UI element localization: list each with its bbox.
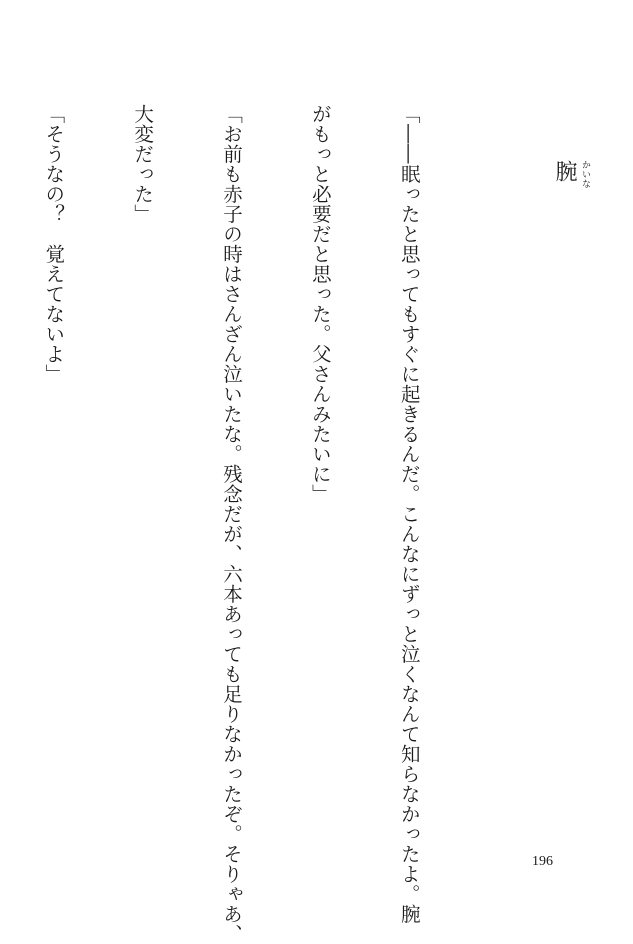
vertical-body-text: [42, 104, 483, 944]
chapter-title-ruby: かいな: [580, 160, 590, 189]
chapter-title: 腕: [552, 160, 577, 182]
chapter-header: [553, 160, 593, 220]
text-line: 大変だった」: [131, 104, 155, 224]
text-line: がもっと必要だと思った。父さんみたいに」: [308, 104, 332, 504]
text-line: 「お前も赤子の時はさんざん泣いたな。残念だが、六本あっても足りなかったぞ。そりゃあ、: [220, 104, 243, 944]
page-number: 196: [532, 854, 553, 869]
text-line: 「――眠ったと思ってもすぐに起きるんだ。こんなにずっと泣くなんて知らなかったよ。腕: [397, 104, 421, 924]
text-line: 「そうなの？ 覚えてないよ」: [42, 104, 66, 384]
